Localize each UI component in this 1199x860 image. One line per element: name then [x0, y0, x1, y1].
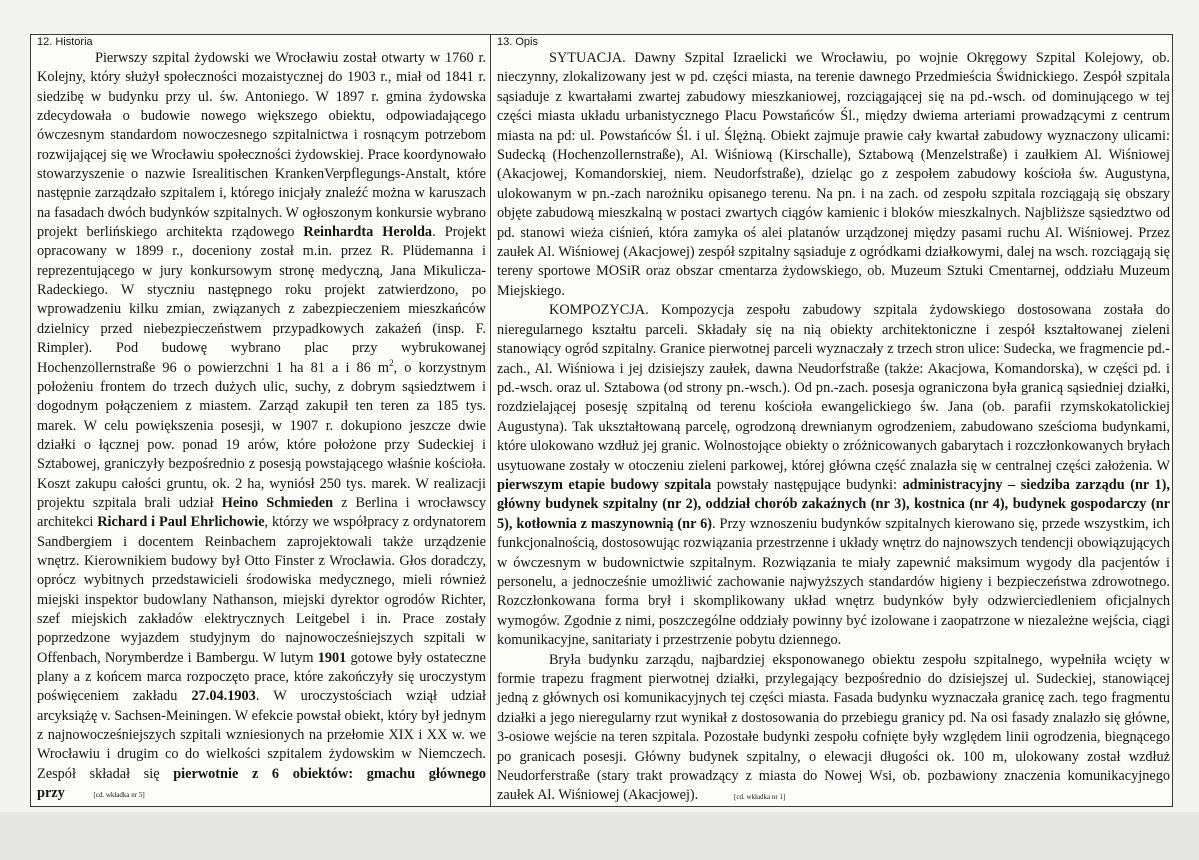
- architect-name: Richard i Paul Ehrlichowie: [97, 514, 265, 531]
- area-superscript: 2: [389, 357, 394, 368]
- architect-name: Reinhardta Herolda: [303, 224, 433, 241]
- situation-paragraph: SYTUACJA. Dawny Szpital Izraelicki we Wrocławiu, po wojnie Okręgowy Szpital Kolejowy, ob. nieczynny, zlokalizowany jest w pd. części miasta, na terenie dawnego Przedmieścia Świdnickiego. Zespół szpitala sąsiaduje z kwartałami zwartej zabudowy mieszkaniowej, rozciągającej się na pd.-wsch. od dominującego w tej części miasta układu urbanistycznego Placu Powstańców Śl., między dwiema arteriami prowadzącymi z centrum miasta na pd: ul. Powstańców Śl. i ul. Ślężną. Obiekt zajmuje prawie cały kwartał zabudowy wyznaczony ulicami: Sudecką (Hochenzollernstraße), Al. Wiśniową (Kirschalle), Sztabową (Menzelstraße) i zaułkiem Al. Wiśniowej (Akacjowej, Komandorskiej, niem. Neudorfstraße), dzieląc go z zespołem zabudowy kościoła św. Augustyna, ulokowanym w pn.-zach narożniku opisanego terenu. Na pn. i na zach. od zespołu szpitala rozciągają się obszary objęte zabudową mieszkalną w postaci zwartych ciągów kamienic i bloków mieszkalnych. Najbliższe sąsiedztwo od pd. stanowi wieża ciśnień, która zamyka oś alei platanów urządzonej między pasami ruchu Al. Wiśniowej. Przez zaułek Al. Wiśniowej (Akacjowej) zespół szpitalny sąsiaduje z ogródkami działkowymi, dalej na wsch. rozciągają się tereny sportowe MOSiR oraz obszar cmentarza żydowskiego, ob. Muzeum Sztuki Cmentarnej, oddziału Muzeum Miejskiego.: [497, 50, 1170, 299]
- buildings-list: administracyjny – siedziba zarządu (nr 1), główny budynek szpitalny (nr 2), oddział chorób zakaźnych (nr 3), kostnica (nr 4), budynek gospodarczy (nr 5), kotłownia z maszynownią (nr 6): [497, 476, 1170, 532]
- history-paragraph: Pierwszy szpital żydowski we Wrocławiu został otwarty w 1760 r. Kolejny, który służył społeczności mozaistycznej do 1903 r., miał od 1841 r. siedzibę w budynku przy ul. św. Antoniego. W 1897 r. gmina żydowska zdecydowała o budowie nowego większego obiektu, odpowiadającego ówczesnym standardom nowoczesnego szpitalnictwa i rosnącym potrzebom rozwijającej się we Wrocławiu społeczności żydowskiej. Prace koordynowało stowarzyszenie o nazwie Isrealitischen KrankenVerpflegungs-Anstalt, które następnie zarządzało szpitalem i, którego inicjały znaleźć można w karuszach na fasadach dwóch budynków szpitalnych. W ogłoszonym konkursie wybrano projekt berlińskiego architekta rządowego Reinhardta Herolda. Projekt opracowany w 1899 r., doceniony został m.in. przez R. Plüdemanna i reprezentującego w jury konkursowym stronę medyczną, Jana Mikulicza-Radeckiego. W styczniu następnego roku projekt zatwierdzono, po wprowadzeniu kilku zmian, związanych z zabezpieczeniem mieszkańców dzielnicy przed niebezpieczeństwem przypadkowych zakażeń (insp. F. Rimpler). Pod budowę wybrano plac przy wybrukowanej Hochenzollernstraße 96 o powierzchni 1 ha 81 a i 86 $m^2$, o korzystnym położeniu frontem do trzech dużych ulic, suchy, z dobrym sąsiedztwem i dogodnym połączeniem z miastem. Zarząd zakupił ten teren za 185 tys. marek. W celu powiększenia posesji, w 1907 r. dokupiono jeszcze dwie działki o łącznej pow. ponad 19 arów, które położone przy Sudeckiej i Sztabowej, graniczyły bezpośrednio z posesją powstającego właśnie kościoła. Koszt zakupu całości gruntu, ok. 2 ha, wyniósł 250 tys. marek. W realizacji projektu szpitala brali udział Heino Schmieden z Berlina i wrocławscy architekci Richard i Paul Ehrlichowie, którzy we współpracy z ordynatorem Sandbergiem i docentem Reinbachem zaprojektowali także urządzenie wnętrz. Kierownikiem budowy był Otto Finster z Wrocławia. Głos doradczy, oprócz wybitnych przedstawicieli środowiska medycznego, mieli również miejski inspektor budowlany Nathanson, miejski dyrektor ogrodów Richter, szef miejskich zakładów elektrycznych Leitgebel i in. Prace zostały poprzedzone wyjazdem studyjnym do najnowocześniejszych szpitali w Offenbach, Norymberdze i Bambergu. W lutym 1901 gotowe były ostateczne plany a z końcem marca rozpoczęto prace, które zakończyły się uroczystym poświęceniem zakładu 27.04.1903. W uroczystościach wziął udział arcyksiążę v. Sachsen-Meiningen. W efekcie powstał obiekt, który był jednym z najnowocześniejszych szpitali wzniesionych na przełomie XIX i XX w. we Wrocławiu i drugim co do wielkości szpitalem żydowskim w Niemczech. Zespół składał się pierwotnie z 6 obiektów: gmachu głównego przy [cd. wkładka nr 5]: [37, 50, 487, 802]
- composition-paragraph: KOMPOZYCJA. Kompozycja zespołu zabudowy szpitala żydowskiego dostosowana została do nieregularnego kształtu parceli. Składały się na nią obiekty architektoniczne i zespół kształtowanej zieleni stanowiący ogród szpitalny. Granice pierwotnej parceli wyznaczały z trzech stron ulice: Sudecka, we fragmencie pd.-zach., Al. Wiśniowa i jej dzisiejszy zaułek, dawna Neudorfstraße (także: Akacjowa, Komandorska), w części pd. i pd.-wsch. oraz ul. Sztabowa (od strony pn.-wsch.). Od pn.-zach. posesja ograniczona była granicą sąsiedniej działki, rozdzielającej posesję szpitalną od terenu kościoła ewangelickiego św. Jana (ob. parafii rzymskokatolickiej Augustyna). Tak ukształtowaną parcelę, ogrodzoną drewnianym ogrodzeniem, zabudowano sześcioma budynkami, które ulokowano wzdłuż jej granic. Wolnostojące obiekty o zróżnicowanych gabarytach i rozczłonkowanych bryłach usytuowane zostały w otoczeniu zieleni parkowej, której główna część znalazła się w centralnej części założenia. W pierwszym etapie budowy szpitala powstały następujące budynki: administracyjny – siedziba zarządu (nr 1), główny budynek szpitalny (nr 2), oddział chorób zakaźnych (nr 3), kostnica (nr 4), budynek gospodarczy (nr 5), kotłownia z maszynownią (nr 6). Przy wznoszeniu budynków szpitalnych kierowano się, przede wszystkim, ich funkcjonalnością, dostosowując rozwiązania przestrzenne i układy wnętrz do najnowszych tendencji obowiązujących w ówczesnym w budownictwie szpitalnym. Rozwiązania te miały zapewnić maksimum wygody dla pacjentów i personelu, a jednocześnie umożliwić zachowanie najwyższych standardów higieny i bezpieczeństwa zdrowotnego. Rozczłonkowana forma brył i skomplikowany układ wnętrz budynków były odzwierciedleniem oficjalnych wymogów. Zgodnie z nimi, poszczególne oddziały powinny być izolowane i zaopatrzone w niezależne wejścia, ciągi komunikacyjne, sanitariaty i przestrzenie pobytu dziennego.: [497, 302, 1170, 649]
- history-heading: 12. Historia: [37, 36, 93, 48]
- document-sheet: [30, 34, 1173, 807]
- architect-name: Heino Schmieden: [221, 494, 334, 511]
- description-column: [491, 35, 1174, 806]
- objects-highlight: pierwotnie z 6 obiektów: gmachu głównego przy: [37, 765, 486, 802]
- description-heading: 13. Opis: [497, 36, 538, 48]
- history-column: [31, 35, 490, 806]
- year-highlight: 1901: [317, 649, 347, 666]
- stage-highlight: pierwszym etapie budowy szpitala: [497, 476, 712, 493]
- continuation-note: [cd. wkładka nr 1]: [734, 793, 786, 802]
- date-highlight: 27.04.1903: [191, 688, 256, 705]
- scan-bottom-margin: [0, 812, 1199, 860]
- continuation-note: [cd. wkładka nr 5]: [93, 791, 145, 800]
- administration-paragraph: Bryła budynku zarządu, najbardziej eksponowanego obiektu zespołu szpitalnego, wypełniła wcięty w formie trapezu fragment pierwotnej działki, przylegający bezpośrednio do dzisiejszej ul. Sudeckiej, stanowiącej jedną z głównych osi komunikacyjnych tej części miasta. Fasada budynku wyznaczała granicę zach. tego fragmentu działki a jego nieregularny rzut wynikał z dostosowania do przebiegu granicy pd. Na osi fasady znalazło się główne, 3-osiowe wejście na teren szpitala. Pozostałe budynki zespołu cofnięte były względem linii ogrodzenia, biegnącego po granicach posesji. Główny budynek szpitalny, o elewacji długości ok. 100 m, ulokowany został wzdłuż Neudorferstraße (stary trakt prowadzący z miasta do Nowej Wsi, ob. pozbawiony znaczenia komunikacyjnego zaułek Al. Wiśniowej (Akacjowej). [cd. wkładka nr 1]: [497, 651, 1170, 804]
